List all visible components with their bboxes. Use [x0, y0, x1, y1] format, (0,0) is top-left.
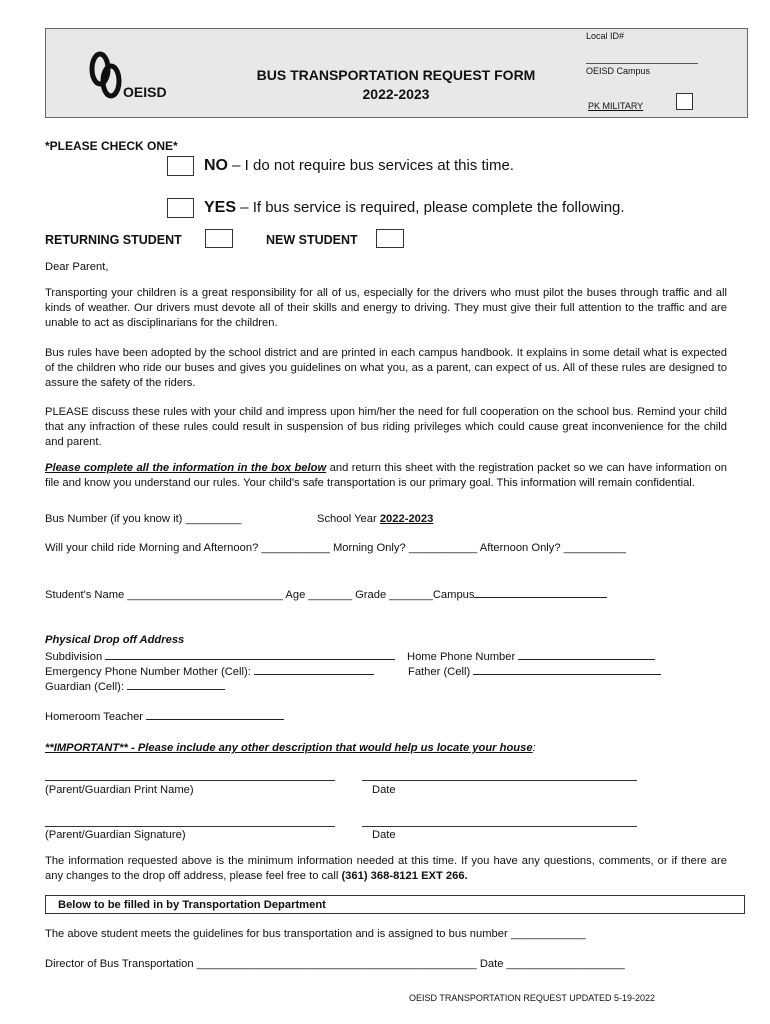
yes-option [204, 199, 625, 217]
transportation-dept-label: Below to be filled in by Transportation Department [58, 899, 326, 911]
subdivision-label: Subdivision [45, 651, 103, 663]
yes-label: YES [204, 199, 237, 216]
signature-date-line[interactable] [362, 826, 637, 827]
org-name: OEISD [123, 84, 167, 100]
homeroom-teacher-label: Homeroom Teacher [45, 711, 144, 723]
returning-student-label: RETURNING STUDENT [45, 233, 182, 247]
assigned-bus-field[interactable]: The above student meets the guidelines for bus transportation and is assigned to bus number ____________ [45, 928, 586, 940]
pk-military-label: PK MILITARY [588, 101, 644, 111]
local-id-label: Local ID# [586, 31, 625, 41]
transportation-dept-box [45, 895, 745, 914]
guardian-cell-input[interactable] [127, 678, 225, 690]
homeroom-teacher-field[interactable] [45, 708, 284, 725]
mother-cell-input[interactable] [254, 663, 374, 675]
parent-signature-line[interactable] [45, 826, 335, 827]
important-note-text: **IMPORTANT** - Please include any other description that would help us locate your house [45, 742, 533, 754]
returning-student-checkbox[interactable] [205, 229, 233, 248]
student-name-field[interactable] [45, 586, 607, 603]
yes-text: – If bus service is required, please complete the following. [240, 199, 625, 216]
complete-info-emphasis: Please complete all the information in the box below [45, 462, 327, 474]
guardian-cell-field[interactable] [45, 678, 225, 695]
father-cell-label: Father (Cell) [408, 666, 471, 678]
closing-text: The information requested above is the minimum information needed at this time. If you have any questions, comments, or if there are any changes to the drop off address, please feel free to call [45, 855, 727, 882]
parent-print-name-label: (Parent/Guardian Print Name) [45, 784, 194, 796]
footer-note: OEISD TRANSPORTATION REQUEST UPDATED 5-19-2022 [409, 993, 656, 1003]
campus-input[interactable] [474, 586, 607, 598]
no-label: NO [204, 157, 228, 174]
subdivision-input[interactable] [105, 648, 395, 660]
school-year-value: 2022-2023 [379, 513, 434, 525]
print-date-label: Date [372, 784, 396, 796]
home-phone-input[interactable] [518, 648, 655, 660]
parent-print-name-line[interactable] [45, 780, 335, 781]
ride-schedule-field[interactable]: Will your child ride Morning and Afternoon? ___________ Morning Only? ___________ Afternoon Only? __________ [45, 542, 626, 554]
complete-info-text: and return this sheet with the registration packet so we can have information on file and know you understand our rules. Your child's safe transportation is our primary goal. This information will remain confidential. [45, 462, 728, 489]
form-title [226, 66, 566, 104]
paragraph-complete [45, 461, 727, 491]
father-cell-input[interactable] [473, 663, 661, 675]
school-year [317, 512, 433, 527]
paragraph-discuss: PLEASE discuss these rules with your child and impress upon him/her the need for full cooperation on the school bus. Remind your child that any infraction of these rules could result in suspension of bus riding privileges which could cause great inconvenience for the child and parent. [45, 406, 727, 448]
yes-checkbox[interactable] [167, 198, 194, 218]
no-option [204, 157, 514, 175]
paragraph-responsibility: Transporting your children is a great responsibility for all of us, especially for the drivers who must pilot the buses through traffic and all kinds of weather. Our drivers must devote all of their skills and energy to driving. They must give their full attention to the traffic and are unable to act as disciplinarians for the children. [45, 287, 727, 329]
guardian-cell-label: Guardian (Cell): [45, 681, 124, 693]
no-text: – I do not require bus services at this time. [232, 157, 514, 174]
emergency-phone-label: Emergency Phone Number Mother (Cell): [45, 666, 251, 678]
school-year-label: School Year [317, 513, 380, 525]
salutation: Dear Parent, [45, 261, 109, 273]
home-phone-label: Home Phone Number [407, 651, 516, 663]
campus-label: OEISD Campus [586, 66, 651, 76]
form-title-line2: 2022-2023 [362, 86, 430, 102]
student-name-label: Student's Name _________________________ Age _______ Grade _______Campus [45, 589, 475, 601]
drop-off-heading: Physical Drop off Address [45, 634, 185, 646]
important-note [45, 741, 536, 756]
signature-date-label: Date [372, 829, 396, 841]
local-id-field[interactable] [586, 63, 698, 64]
director-signature-field[interactable]: Director of Bus Transportation _____________________________________________ Date ___________________ [45, 958, 625, 970]
no-checkbox[interactable] [167, 156, 194, 176]
print-date-line[interactable] [362, 780, 637, 781]
pk-military-checkbox[interactable] [676, 93, 693, 110]
homeroom-teacher-input[interactable] [146, 708, 284, 720]
check-one-heading: *PLEASE CHECK ONE* [45, 139, 178, 153]
important-note-colon: : [532, 742, 536, 754]
oeisd-logo-icon [88, 49, 124, 101]
father-cell-field[interactable] [408, 663, 661, 680]
bus-number-field[interactable]: Bus Number (if you know it) _________ [45, 513, 242, 525]
paragraph-rules: Bus rules have been adopted by the school district and are printed in each campus handbook. It explains in some detail what is expected of the children who ride our buses and gives you guidelines on what you, as a parent, can expect of us. All of these rules are designed to assure the safety of the riders. [45, 347, 727, 389]
parent-signature-label: (Parent/Guardian Signature) [45, 829, 186, 841]
new-student-checkbox[interactable] [376, 229, 404, 248]
closing-note [45, 854, 727, 884]
form-title-line1: BUS TRANSPORTATION REQUEST FORM [256, 67, 536, 83]
contact-phone: (361) 368-8121 EXT 266. [341, 870, 468, 882]
form-header [45, 28, 748, 118]
new-student-label: NEW STUDENT [266, 233, 358, 247]
